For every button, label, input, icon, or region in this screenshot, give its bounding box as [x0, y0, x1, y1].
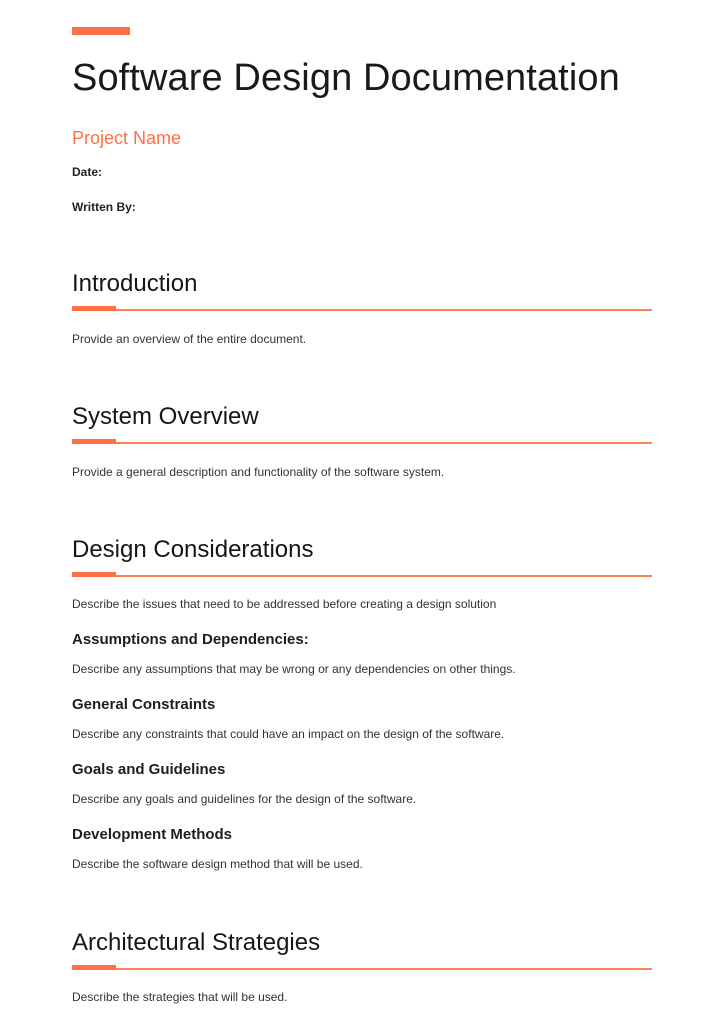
section-body: Describe the strategies that will be used.: [72, 990, 288, 1004]
subsection-title-development-methods: Development Methods: [72, 826, 233, 843]
accent-bar: [72, 27, 130, 35]
section-divider: [72, 439, 652, 445]
section-body: Provide an overview of the entire document.: [72, 332, 307, 346]
section-title: System Overview: [72, 403, 259, 430]
section-divider: [72, 572, 652, 578]
subsection-title-constraints: General Constraints: [72, 696, 216, 713]
subsection-body: Describe the software design method that will be used.: [72, 857, 363, 871]
section-title: Architectural Strategies: [72, 929, 321, 956]
section-divider: [72, 306, 652, 312]
subsection-body: Describe any constraints that could have an impact on the design of the software.: [72, 727, 505, 741]
document-title: Software Design Documentation: [72, 57, 620, 99]
subsection-body: Describe any goals and guidelines for the design of the software.: [72, 792, 417, 806]
project-name: Project Name: [72, 128, 182, 148]
section-title: Introduction: [72, 270, 198, 297]
section-body: Describe the issues that need to be addressed before creating a design solution: [72, 597, 497, 611]
date-label: Date:: [72, 165, 103, 179]
section-divider: [72, 965, 652, 971]
subsection-title-assumptions: Assumptions and Dependencies:: [72, 631, 309, 648]
section-body: Provide a general description and functionality of the software system.: [72, 465, 445, 479]
subsection-title-goals: Goals and Guidelines: [72, 761, 226, 778]
subsection-body: Describe any assumptions that may be wrong or any dependencies on other things.: [72, 662, 516, 676]
written-by-label: Written By:: [72, 200, 136, 214]
section-title: Design Considerations: [72, 536, 314, 563]
